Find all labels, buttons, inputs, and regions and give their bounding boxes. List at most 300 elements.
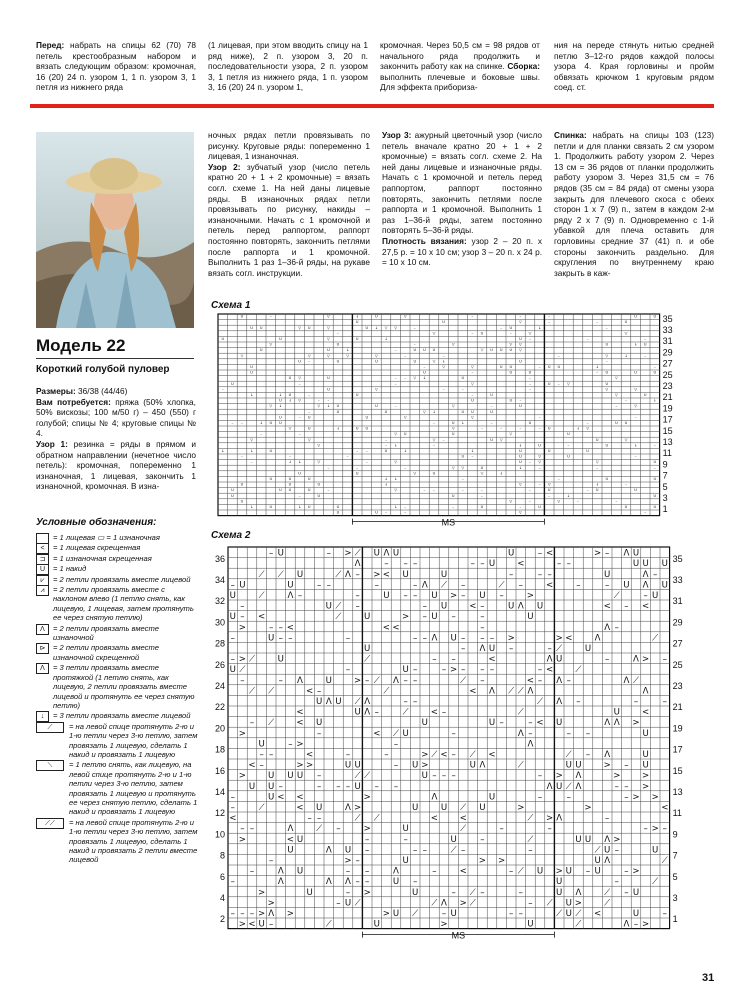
- svg-text:–: –: [404, 465, 407, 470]
- svg-text:⟋: ⟋: [613, 591, 620, 601]
- svg-text:U: U: [231, 381, 234, 386]
- svg-text:<: <: [296, 792, 304, 803]
- svg-text:▽: ▽: [327, 353, 330, 358]
- svg-text:>: >: [257, 887, 266, 898]
- svg-text:–: –: [394, 381, 397, 386]
- svg-text:–: –: [404, 505, 407, 509]
- svg-text:⟋: ⟋: [565, 750, 572, 760]
- svg-text:▽: ▽: [269, 404, 273, 409]
- svg-text:U: U: [634, 370, 637, 375]
- svg-text:U: U: [613, 707, 620, 718]
- svg-text:⟋: ⟋: [527, 813, 534, 824]
- svg-text:U: U: [547, 488, 551, 493]
- row-label: 16: [214, 765, 225, 776]
- svg-text:–: –: [403, 697, 408, 707]
- svg-text:–: –: [605, 359, 608, 364]
- svg-text:⟋: ⟋: [604, 898, 611, 909]
- svg-text:–: –: [480, 834, 485, 845]
- svg-text:Λ: Λ: [489, 686, 495, 697]
- svg-text:U: U: [615, 421, 618, 425]
- svg-text:Λ: Λ: [623, 675, 630, 686]
- row-label: 33: [662, 325, 673, 336]
- materials-block: Размеры: 36/38 (44/46) Вам потребуется: пряжа (50% хлопка, 50% вискозы; 100 м/50 г) – 450 (550) г голубой; спицы № 4; круговые спицы № 4. Узор 1: резинка = ряды в прямом и обратном направлении (нечетное число петель): кромочная, попеременно 1 изнаночная, 1 лицевая, закончить 1 изнаночной, кромочная. В изна-: [36, 386, 196, 492]
- svg-text:U: U: [403, 432, 407, 437]
- svg-text:▽: ▽: [288, 426, 292, 431]
- svg-text:–: –: [528, 845, 533, 856]
- svg-text:–: –: [231, 421, 234, 425]
- svg-text:▽: ▽: [615, 376, 618, 381]
- svg-text:U: U: [556, 887, 563, 898]
- svg-text:–: –: [413, 580, 418, 591]
- svg-text:U: U: [567, 432, 570, 437]
- svg-text:▽: ▽: [432, 359, 436, 364]
- row-label: 34: [214, 575, 225, 586]
- svg-text:▽: ▽: [567, 381, 570, 386]
- svg-text:U: U: [423, 348, 426, 353]
- svg-text:–: –: [489, 633, 495, 644]
- svg-text:⟋: ⟋: [412, 909, 419, 919]
- red-divider: [30, 104, 714, 108]
- svg-text:–: –: [432, 771, 437, 782]
- svg-text:⟋: ⟋: [277, 569, 284, 580]
- legend-item: [36, 711, 198, 720]
- svg-text:–: –: [345, 750, 351, 760]
- svg-text:<: <: [565, 633, 573, 644]
- svg-text:–: –: [644, 353, 647, 358]
- svg-text:Λ: Λ: [325, 845, 332, 856]
- svg-text:U: U: [519, 449, 522, 453]
- svg-text:Λ: Λ: [613, 718, 620, 729]
- svg-text:⟋: ⟋: [469, 887, 476, 898]
- svg-text:U: U: [269, 421, 273, 425]
- svg-text:U: U: [556, 877, 563, 888]
- top-col-1: Перед: набрать на спицы 62 (70) 78 петель крестообразным набором и вязать следующим образом: кромочная, 16 (20) 24 п. узором 1, 1 п. узором 3, 1 петля из нижнего ряда: [36, 40, 196, 93]
- svg-text:–: –: [345, 665, 351, 676]
- svg-text:U: U: [661, 559, 668, 570]
- svg-text:Λ: Λ: [325, 697, 332, 707]
- svg-text:U: U: [490, 437, 493, 442]
- svg-text:U: U: [575, 834, 582, 845]
- sk2p-icon: Ʌ: [36, 663, 49, 674]
- svg-text:U: U: [268, 792, 275, 803]
- svg-text:–: –: [605, 813, 610, 824]
- svg-text:>: >: [632, 718, 640, 729]
- svg-text:▽: ▽: [317, 404, 321, 409]
- svg-text:–: –: [259, 750, 264, 760]
- k2tog-icon: ⩗: [36, 575, 49, 586]
- model-photo: [36, 132, 194, 328]
- svg-text:Λ: Λ: [441, 898, 447, 909]
- legend-text: = 1 петлю снять, как лицевую, на левой спице протянуть 2-ю и 1-ю петли через 3-ю петлю, затем провязать 1 лицевую и протянуть ее через снятую петлю, сделать 1 накид и провязать 1 лицевую: [69, 760, 198, 817]
- legend-item: [36, 564, 198, 573]
- svg-text:▽: ▽: [519, 320, 522, 325]
- legend-item: [36, 543, 198, 552]
- svg-text:⟋: ⟋: [373, 813, 380, 824]
- svg-text:U: U: [451, 421, 455, 425]
- svg-text:–: –: [614, 845, 619, 856]
- svg-text:U: U: [336, 409, 340, 414]
- svg-text:–: –: [308, 409, 311, 414]
- svg-text:U: U: [431, 591, 438, 601]
- svg-text:U: U: [471, 409, 474, 414]
- svg-text:–: –: [423, 488, 426, 493]
- svg-text:U: U: [440, 601, 448, 612]
- svg-text:–: –: [413, 675, 418, 686]
- svg-text:↓: ↓: [653, 398, 657, 403]
- svg-text:▽: ▽: [586, 426, 589, 431]
- svg-text:–: –: [586, 421, 589, 425]
- svg-text:–: –: [249, 824, 255, 835]
- svg-text:U: U: [279, 398, 282, 403]
- svg-text:>: >: [555, 866, 563, 877]
- svg-text:>: >: [238, 622, 247, 633]
- scheme2-title: Схема 2: [211, 530, 251, 541]
- svg-text:–: –: [480, 887, 485, 898]
- svg-text:▽: ▽: [327, 325, 330, 330]
- row-label: 21: [672, 702, 683, 713]
- svg-text:>: >: [363, 792, 371, 803]
- svg-text:<: <: [286, 622, 295, 633]
- svg-text:Λ: Λ: [604, 834, 611, 845]
- svg-text:⟋: ⟋: [556, 644, 563, 654]
- svg-text:–: –: [278, 622, 283, 633]
- svg-text:U: U: [488, 559, 496, 570]
- svg-text:<: <: [382, 569, 391, 580]
- svg-text:–: –: [481, 488, 483, 493]
- knit-icon: [36, 533, 49, 544]
- svg-text:U: U: [490, 393, 493, 397]
- svg-text:U: U: [336, 404, 340, 409]
- svg-text:U: U: [442, 320, 445, 325]
- svg-text:↓: ↓: [374, 325, 378, 330]
- svg-text:–: –: [499, 824, 504, 835]
- legend-text: = 2 петли провязать вместе изнаночной скрещенной: [53, 643, 160, 662]
- svg-text:<: <: [305, 686, 314, 697]
- row-label: 28: [214, 638, 225, 649]
- svg-text:–: –: [278, 781, 283, 792]
- svg-text:↓: ↓: [298, 460, 302, 465]
- row-label: 31: [672, 596, 683, 607]
- svg-text:⟋: ⟋: [431, 750, 438, 760]
- svg-text:Λ: Λ: [527, 739, 534, 750]
- svg-text:U: U: [413, 359, 417, 364]
- svg-text:–: –: [451, 887, 456, 898]
- svg-text:U: U: [336, 342, 340, 347]
- svg-text:U: U: [354, 781, 361, 792]
- svg-text:U: U: [605, 342, 609, 347]
- svg-text:▽: ▽: [509, 432, 513, 437]
- svg-text:>: >: [517, 803, 525, 813]
- svg-text:<: <: [469, 686, 477, 697]
- svg-text:–: –: [230, 633, 235, 644]
- svg-text:U: U: [307, 488, 311, 493]
- svg-text:–: –: [461, 591, 466, 601]
- svg-text:>: >: [449, 591, 458, 601]
- svg-text:–: –: [461, 644, 466, 654]
- svg-text:↓: ↓: [288, 398, 292, 403]
- svg-text:–: –: [518, 909, 523, 919]
- svg-text:▽: ▽: [634, 387, 637, 392]
- svg-text:↓: ↓: [461, 421, 465, 425]
- svg-text:<: <: [545, 548, 554, 559]
- svg-text:>: >: [382, 909, 391, 919]
- svg-text:▽: ▽: [615, 393, 618, 397]
- svg-text:↓: ↓: [422, 376, 426, 381]
- svg-text:>: >: [641, 771, 650, 782]
- svg-text:U: U: [547, 426, 551, 431]
- svg-text:–: –: [451, 612, 456, 623]
- svg-text:–: –: [240, 612, 245, 623]
- svg-text:U: U: [250, 370, 253, 375]
- svg-text:▽: ▽: [327, 314, 330, 319]
- pass-over-left-icon: ⟋: [36, 722, 64, 733]
- svg-text:U: U: [392, 548, 400, 559]
- svg-text:U: U: [556, 718, 563, 729]
- k3tog-icon: ↓: [36, 711, 49, 722]
- svg-text:U: U: [279, 415, 282, 420]
- svg-text:–: –: [269, 856, 274, 866]
- svg-text:>: >: [238, 919, 247, 930]
- legend-text: = на левой спице протянуть 2-ю и 1-ю петли через 3-ю петлю, затем провязать 1 лицевую, сделать 1 накид и провязать 2 петли вместе лицевой: [69, 817, 198, 865]
- svg-text:<: <: [641, 601, 650, 612]
- svg-text:U: U: [277, 654, 284, 665]
- svg-text:↓: ↓: [394, 477, 398, 481]
- svg-text:–: –: [633, 919, 639, 930]
- svg-text:▽: ▽: [451, 404, 455, 409]
- svg-text:–: –: [461, 665, 466, 676]
- svg-text:–: –: [269, 622, 274, 633]
- svg-text:–: –: [365, 449, 368, 453]
- svg-text:–: –: [451, 771, 456, 782]
- svg-text:U: U: [316, 697, 323, 707]
- row-label: 9: [672, 829, 678, 840]
- svg-text:U: U: [653, 460, 657, 465]
- svg-text:–: –: [537, 792, 543, 803]
- svg-text:Λ: Λ: [575, 771, 582, 782]
- svg-text:–: –: [547, 824, 552, 835]
- svg-text:–: –: [384, 559, 389, 570]
- svg-text:▽: ▽: [451, 465, 455, 470]
- svg-text:U: U: [594, 856, 601, 866]
- row-label: 23: [662, 381, 673, 392]
- svg-text:⟋: ⟋: [498, 580, 505, 591]
- svg-text:U: U: [643, 342, 647, 347]
- svg-text:U: U: [653, 370, 657, 375]
- row-label: 15: [672, 765, 683, 776]
- svg-text:▽: ▽: [327, 337, 330, 341]
- svg-text:–: –: [345, 633, 351, 644]
- svg-text:–: –: [241, 421, 243, 425]
- svg-text:–: –: [596, 465, 599, 470]
- svg-text:U: U: [584, 834, 592, 845]
- svg-text:U: U: [259, 348, 263, 353]
- svg-text:>: >: [478, 856, 487, 866]
- svg-text:–: –: [471, 393, 474, 397]
- svg-text:U: U: [317, 482, 321, 487]
- svg-text:⟋: ⟋: [354, 813, 361, 824]
- svg-text:–: –: [307, 813, 312, 824]
- row-label: 12: [214, 808, 225, 819]
- svg-text:–: –: [452, 505, 455, 509]
- svg-text:⟋: ⟋: [325, 919, 332, 930]
- svg-text:–: –: [298, 432, 301, 437]
- svg-text:U: U: [316, 803, 323, 813]
- svg-text:↓: ↓: [384, 482, 388, 487]
- svg-text:–: –: [537, 665, 543, 676]
- svg-text:>: >: [238, 728, 247, 739]
- svg-text:–: –: [422, 845, 427, 856]
- svg-text:–: –: [518, 580, 523, 591]
- svg-text:–: –: [490, 404, 493, 409]
- svg-text:–: –: [432, 866, 437, 877]
- svg-text:U: U: [547, 381, 551, 386]
- legend-title: Условные обозначения:: [36, 517, 157, 528]
- svg-text:–: –: [269, 750, 274, 760]
- svg-text:▽: ▽: [538, 460, 541, 465]
- svg-text:–: –: [566, 728, 571, 739]
- svg-text:–: –: [422, 633, 427, 644]
- svg-text:U: U: [327, 376, 330, 381]
- svg-text:U: U: [412, 760, 419, 771]
- svg-text:Λ: Λ: [604, 718, 611, 729]
- svg-text:U: U: [556, 781, 563, 792]
- svg-text:Λ: Λ: [345, 877, 351, 888]
- svg-text:↓: ↓: [595, 365, 599, 369]
- svg-text:<: <: [277, 792, 285, 803]
- svg-text:–: –: [230, 909, 235, 919]
- row-label: 29: [662, 347, 673, 358]
- svg-text:U: U: [364, 612, 371, 623]
- svg-text:–: –: [519, 314, 522, 319]
- svg-text:–: –: [537, 771, 543, 782]
- svg-text:⟋: ⟋: [239, 665, 246, 676]
- svg-text:U: U: [508, 601, 515, 612]
- svg-text:⟋: ⟋: [364, 771, 371, 782]
- svg-text:↓: ↓: [326, 404, 330, 409]
- svg-text:–: –: [297, 591, 303, 601]
- svg-text:U: U: [288, 488, 292, 493]
- row-label: 19: [662, 403, 673, 414]
- svg-text:U: U: [519, 454, 522, 459]
- svg-text:U: U: [307, 415, 311, 420]
- row-label: 9: [662, 459, 668, 470]
- row-label: 8: [219, 850, 225, 861]
- svg-text:>: >: [641, 781, 650, 792]
- svg-text:⟋: ⟋: [248, 654, 256, 665]
- svg-text:–: –: [230, 877, 235, 888]
- row-label: 7: [672, 850, 678, 861]
- svg-text:U: U: [375, 510, 378, 515]
- svg-text:–: –: [529, 460, 531, 465]
- svg-text:▽: ▽: [298, 325, 301, 330]
- svg-text:–: –: [471, 454, 474, 459]
- svg-text:▽: ▽: [394, 432, 397, 437]
- svg-text:–: –: [662, 654, 667, 665]
- svg-text:U: U: [412, 803, 419, 813]
- svg-text:⟋: ⟋: [632, 675, 640, 686]
- svg-text:–: –: [327, 398, 330, 403]
- svg-text:<: <: [459, 866, 467, 877]
- svg-text:U: U: [365, 426, 369, 431]
- svg-text:⟋: ⟋: [517, 866, 524, 877]
- p2tog-icon: Λ: [36, 624, 49, 635]
- svg-text:–: –: [519, 505, 522, 509]
- svg-text:–: –: [624, 781, 629, 792]
- legend-text: = 1 накид: [53, 564, 87, 574]
- svg-text:–: –: [500, 325, 503, 330]
- ms-label: MS: [451, 930, 466, 941]
- svg-text:–: –: [433, 488, 435, 493]
- svg-text:Λ: Λ: [604, 622, 611, 633]
- svg-text:U: U: [499, 365, 503, 369]
- svg-text:U: U: [480, 465, 484, 470]
- svg-text:–: –: [441, 771, 447, 782]
- svg-text:U: U: [402, 569, 409, 580]
- svg-text:↓: ↓: [538, 325, 542, 330]
- svg-text:▽: ▽: [557, 499, 561, 504]
- svg-text:–: –: [566, 675, 571, 686]
- svg-text:–: –: [605, 580, 610, 591]
- svg-text:–: –: [538, 365, 541, 369]
- svg-text:U: U: [519, 460, 522, 465]
- svg-text:⟋: ⟋: [354, 771, 361, 782]
- svg-text:⟋: ⟋: [335, 569, 342, 580]
- top-col-2: (1 лицевая, при этом вводить спицу на 1 ряд ниже), 2 п. узором 3, 20 п. последовательности узора, 2 п. узором 3, 1 петля из нижнего ряда, 1 п. узором 3, 16 (20) 24 п. узором 1,: [208, 40, 368, 93]
- svg-text:–: –: [480, 559, 485, 570]
- row-label: 13: [662, 437, 673, 448]
- svg-text:–: –: [605, 325, 608, 330]
- svg-text:–: –: [509, 866, 514, 877]
- svg-text:<: <: [305, 750, 314, 760]
- svg-text:–: –: [374, 580, 379, 591]
- svg-text:↓: ↓: [442, 359, 446, 364]
- svg-text:Λ: Λ: [527, 686, 534, 697]
- svg-text:U: U: [527, 612, 534, 623]
- svg-text:–: –: [605, 654, 610, 665]
- svg-text:U: U: [421, 771, 428, 782]
- svg-text:▽: ▽: [394, 325, 397, 330]
- svg-text:U: U: [355, 320, 359, 325]
- svg-text:–: –: [509, 909, 514, 919]
- svg-text:–: –: [346, 454, 349, 459]
- svg-text:Λ: Λ: [277, 877, 284, 888]
- svg-text:U: U: [604, 845, 611, 856]
- svg-text:–: –: [576, 697, 581, 707]
- svg-text:–: –: [423, 365, 426, 369]
- svg-text:–: –: [538, 415, 541, 420]
- svg-text:⟋: ⟋: [354, 697, 361, 707]
- svg-text:–: –: [624, 601, 629, 612]
- svg-text:>: >: [296, 739, 304, 750]
- svg-text:–: –: [662, 909, 667, 919]
- svg-text:↓: ↓: [518, 465, 522, 470]
- svg-text:–: –: [480, 633, 485, 644]
- svg-text:Λ: Λ: [354, 559, 361, 570]
- svg-text:▽: ▽: [595, 460, 599, 465]
- svg-text:–: –: [547, 569, 552, 580]
- svg-text:–: –: [337, 331, 339, 336]
- pattern3-text: Узор 3: ажурный цветочный узор (число петель вначале кратно 20 + 1 + 2 кромочные) = вязать согл. схеме 2. На ней даны лицевые и изнаночные ряды. Начать с 1 кромочной и петель перед раппортом, раппорт постоянно повторять, закончить петлями после раппорта и 1 кромочной. Выполнить 1 раз 1–36-й ряды, затем постоянно повторять 5–36-й ряды. Плотность вязания: узор 2 – 20 п. х 27,5 р. = 10 х 10 см; узор 3 – 20 п. х 24 р. = 10 х 10 см.: [382, 130, 543, 268]
- svg-text:>: >: [238, 771, 247, 782]
- svg-text:⟋: ⟋: [268, 718, 275, 729]
- svg-text:>: >: [593, 548, 602, 559]
- svg-text:U: U: [661, 580, 668, 591]
- svg-text:–: –: [240, 601, 245, 612]
- svg-text:U: U: [624, 320, 628, 325]
- svg-text:U: U: [336, 359, 340, 364]
- svg-text:U: U: [509, 398, 513, 403]
- svg-text:Λ: Λ: [277, 866, 284, 877]
